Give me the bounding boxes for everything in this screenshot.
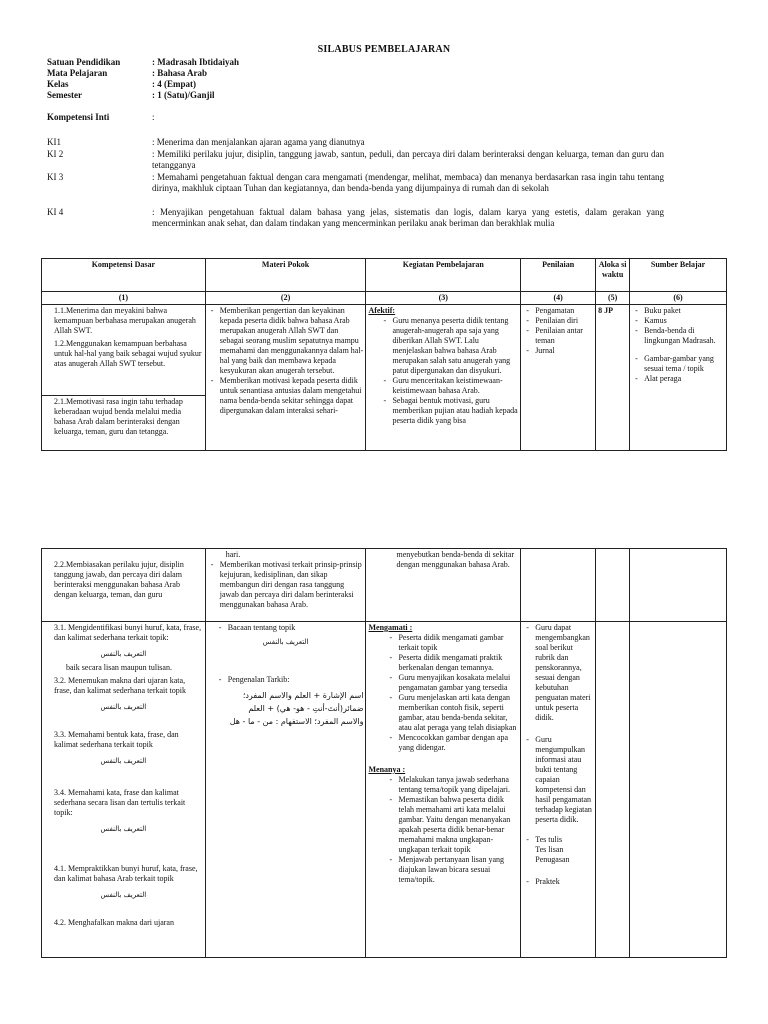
sumber-cell: [630, 305, 727, 451]
kd-clip: [44, 397, 203, 447]
meta-row: [47, 79, 239, 90]
penilaian-list: [523, 877, 593, 887]
menanya-label: Menanya :: [368, 765, 406, 774]
kegiatan-item: - Sebagai bentuk motivasi, guru memberikan pujian atau hadiah kepada peserta didik yang bisa: [392, 396, 518, 426]
penilaian-cell: [521, 622, 596, 958]
alokasi-cell: [596, 549, 630, 622]
table-header-row: [42, 259, 727, 292]
meta-row: [47, 90, 239, 101]
kegiatan-item: - Guru menceritakan keistimewaan- keistimewaan bahasa Arab.: [392, 376, 518, 396]
kd-item: 4.1. Mempraktikkan bunyi huruf, kata, frase, dan kalimat bahasa Arab terkait topik: [54, 864, 198, 883]
ki-label: KI 4: [47, 207, 64, 217]
mengamati-label: Mengamati :: [368, 623, 413, 632]
meta-label: Kelas: [47, 79, 69, 89]
header-kompetensi-dasar: Kompetensi Dasar: [42, 259, 206, 292]
penilaian-item: - Penilaian diri: [535, 316, 593, 326]
kegiatan-cell: [366, 549, 521, 622]
penilaian-cell: [521, 305, 596, 451]
ki-text: : Memahami pengetahuan faktual dengan cara mengamati (mendengar, melihat, membaca) dan menanya berdasarkan rasa ingin tahu tentang dirinya, makhluk ciptaan Tuhan dan kegiatannya, dan benda-benda yang dijumpainya di rumah dan di sekolah: [152, 172, 664, 193]
arabic-tarkib-line: والاسم المفرد؛ الاستفهام : من - ما - هل: [229, 717, 364, 726]
kd-item: 4.2. Menghafalkan makna dari ujaran: [54, 918, 174, 927]
sumber-cell: [630, 622, 727, 958]
kd-item: 2.1.Memotivasi rasa ingin tahu terhadap keberadaan wujud benda melalui media bahasa Arab dalam berinteraksi dengan keluarga, teman, guru dan tetangga.: [54, 397, 183, 436]
materi-list: [208, 306, 364, 416]
kegiatan-clip: [368, 306, 518, 430]
kd-item: 3.3. Memahami bentuk kata, frase, dan kalimat sederhana terkait topik: [54, 730, 179, 749]
kd-cell: [42, 396, 206, 451]
materi-cell: [205, 305, 366, 451]
meta-value: : Bahasa Arab: [152, 68, 208, 78]
kegiatan-item: menyebutkan benda-benda di sekitar dengan menggunakan bahasa Arab.: [396, 550, 514, 569]
kegiatan-item: - Guru menjelaskan arti kata dengan memberikan contoh fisik, seperti gambar, atau benda-benda sekitar, atau alat peraga yang telah disiapkan: [398, 693, 518, 733]
materi-cell: [205, 622, 366, 958]
alokasi-cell: 8 JP: [596, 305, 630, 451]
table-number-row: [42, 292, 727, 305]
header-sumber: Sumber Belajar: [630, 259, 727, 292]
col-number: (5): [596, 292, 630, 305]
ki-text: : Memiliki perilaku jujur, disiplin, tanggung jawab, santun, peduli, dan percaya diri dalam berinteraksi dengan keluarga, teman dan guru dan tetangganya: [152, 149, 664, 170]
penilaian-item: Tes lisan: [535, 845, 564, 854]
materi-list: [208, 623, 364, 633]
table-row: [42, 622, 727, 958]
penilaian-item: - Penilaian antar teman: [535, 326, 593, 346]
kd-cell: [42, 305, 206, 396]
kd-clip: [44, 623, 203, 953]
kegiatan-item: - Peserta didik mengamati praktik berkenalan dengan temannya.: [398, 653, 518, 673]
sumber-item: - Benda-benda di lingkungan Madrasah.: [644, 326, 724, 346]
sumber-item: - Buku paket: [644, 306, 724, 316]
kegiatan-item: - Memastikan bahwa peserta didik telah memahami arti kata melalui gambar. Yaitu dengan menanyakan apakah peserta didik benar-benar memahami makna ungkapan-ungkapan terkait topik: [398, 795, 518, 855]
arabic-topic: التعريف بالنفس: [262, 638, 309, 646]
kegiatan-item: - Guru menyajikan kosakata melalui pengamatan gambar yang tersedia: [398, 673, 518, 693]
document-title: SILABUS PEMBELAJARAN: [317, 44, 451, 55]
ki-label: KI1: [47, 137, 61, 147]
materi-item: - Pengenalan Tarkib:: [228, 675, 364, 685]
header-kegiatan: Kegiatan Pembelajaran: [366, 259, 521, 292]
meta-value: : Madrasah Ibtidaiyah: [152, 57, 240, 67]
kd-item: 1.2.Menggunakan kemampuan berbahasa untuk hal-hal yang baik sebagai wujud syukur atas anugerah Allah SWT tersebut.: [54, 339, 202, 368]
kompetensi-inti-label: Kompetensi Inti: [47, 112, 110, 122]
col-number: (2): [205, 292, 366, 305]
meta-label: Satuan Pendidikan: [47, 57, 121, 67]
penilaian-item: - Tes tulis: [535, 835, 593, 845]
kompetensi-inti-heading: [47, 112, 239, 123]
kegiatan-item: - Mencocokkan gambar dengan apa yang didengar.: [398, 733, 518, 753]
kegiatan-list: [368, 316, 518, 426]
penilaian-item: - Praktek: [535, 877, 593, 887]
col-number: (1): [42, 292, 206, 305]
ki-text: : Menerima dan menjalankan ajaran agama yang dianutnya: [152, 137, 365, 147]
materi-item: hari.: [225, 550, 241, 559]
materi-clip: [208, 306, 364, 430]
penilaian-item: - Jurnal: [535, 346, 593, 356]
arabic-topic: التعريف بالنفس: [100, 757, 147, 765]
arabic-tarkib-line: اسم الإشارة + العلم والاسم المفرد؛: [242, 691, 364, 700]
materi-item: - Memberikan motivasi terkait prinsip-prinsip kejujuran, kedisiplinan, dan sikap membangun diri dengan rasa tanggung jawab dan percaya diri dalam berinteraksi menggunakan bahasa Arab.: [220, 560, 364, 610]
arabic-topic: التعريف بالنفس: [100, 825, 147, 833]
kd-cell: [42, 622, 206, 958]
kegiatan-item: - Guru menanya peserta didik tentang anugerah-anugerah apa saja yang diberikan Allah SWT. Lalu menjelaskan bahwa bahasa Arab merupakan salah satu anugerah yang patut dipergunakan dan disyukuri.: [392, 316, 518, 376]
kegiatan-list: [368, 775, 518, 885]
kd-item: 3.2. Menemukan makna dari ujaran kata, frase, dan kalimat sederhana terkait topik: [54, 676, 186, 695]
sumber-cell: [630, 549, 727, 622]
materi-list: [208, 675, 364, 685]
kegiatan-item: - Peserta didik mengamati gambar terkait topik: [398, 633, 518, 653]
kompetensi-inti-sep: :: [152, 112, 155, 122]
materi-cell: [205, 549, 366, 622]
sumber-list: [632, 306, 724, 384]
meta-value: : 4 (Empat): [152, 79, 196, 89]
header-alokasi: Aloka si waktu: [596, 259, 630, 292]
ki-text: : Menyajikan pengetahuan faktual dalam bahasa yang jelas, sistematis dan logis, dalam karya yang estetis, dalam gerakan yang mencerminkan anak sehat, dan dalam tindakan yang mencerminkan perilaku anak beriman dan berakhlak mulia: [152, 207, 664, 228]
kegiatan-cell: [366, 305, 521, 451]
arabic-topic: التعريف بالنفس: [100, 650, 147, 658]
kegiatan-item: - Melakukan tanya jawab sederhana tentang tema/topik yang dipelajari.: [398, 775, 518, 795]
kd-item: 1.1.Menerima dan meyakini bahwa kemampuan berbahasa merupakan anugerah Allah SWT.: [54, 306, 196, 335]
kd-cell: [42, 549, 206, 622]
kd-item: 3.4. Memahami kata, frase dan kalimat sederhana secara lisan dan tertulis terkait topik:: [54, 788, 186, 817]
materi-list: [208, 560, 364, 610]
meta-label: Mata Pelajaran: [47, 68, 108, 78]
penilaian-item: Penugasan: [535, 855, 570, 864]
col-number: (3): [366, 292, 521, 305]
materi-item: - Bacaan tentang topik: [228, 623, 364, 633]
arabic-tarkib-line: ضمائر(أنتَ-أنتِ - هو- هي) + العلم: [248, 704, 364, 713]
table-row: [42, 549, 727, 622]
syllabus-table-2: [41, 548, 727, 958]
kegiatan-list: [368, 633, 518, 753]
sumber-item: - Alat peraga: [644, 374, 724, 384]
col-number: (4): [521, 292, 596, 305]
penilaian-list: [523, 623, 593, 845]
meta-row: [47, 68, 239, 79]
meta-value: : 1 (Satu)/Ganjil: [152, 90, 215, 100]
header-penilaian: Penilaian: [521, 259, 596, 292]
kd-item: baik secara lisan maupun tulisan.: [66, 663, 172, 672]
ki-label: KI 3: [47, 172, 64, 182]
kegiatan-item: - Menjawab pertanyaan lisan yang diajukan lawan bicara sesuai tema/topik.: [398, 855, 518, 885]
penilaian-item: - Guru dapat mengembangkan soal berikut rubrik dan penskorannya, sesuai dengan kebutuhan penguatan materi untuk peserta didik.: [535, 623, 593, 723]
alokasi-cell: [596, 622, 630, 958]
meta-row: [47, 57, 239, 68]
afektif-label: Afektif:: [368, 306, 396, 315]
materi-item: - Memberikan motivasi kepada peserta didik untuk senantiasa antusias dalam mengetahui nama benda-benda sekitar sehingga dapat dipergunakan dalam interaksi sehari-: [220, 376, 364, 416]
ki-label: KI 2: [47, 149, 64, 159]
sumber-item: - Kamus: [644, 316, 724, 326]
penilaian-item: - Guru mengumpulkan informasi atau bukti tentang capaian kompetensi dan hasil pengamatan terhadap kegiatan peserta didik.: [535, 735, 593, 825]
table-row: [42, 305, 727, 396]
materi-item: - Memberikan pengertian dan keyakinan kepada peserta didik bahwa bahasa Arab merupakan anugerah Allah SWT dan sebagai seorang muslim sepatutnya mampu memahami dan menggunakannya dalam hal-hal yang baik dan membawa kepada kesyukuran akan anugerah tersebut.: [220, 306, 364, 376]
arabic-topic: التعريف بالنفس: [100, 891, 147, 899]
kegiatan-cell: [366, 622, 521, 958]
meta-label: Semester: [47, 90, 82, 100]
col-number: (6): [630, 292, 727, 305]
kd-item: 3.1. Mengidentifikasi bunyi huruf, kata, frase, dan kalimat sederhana terkait topik:: [54, 623, 202, 642]
penilaian-item: - Pengamatan: [535, 306, 593, 316]
arabic-topic: التعريف بالنفس: [100, 703, 147, 711]
penilaian-cell: [521, 549, 596, 622]
sumber-item: - Gambar-gambar yang sesuai tema / topik: [644, 354, 724, 374]
kd-item: 2.2.Membiasakan perilaku jujur, disiplin tanggung jawab, dan percaya diri dalam berinteraksi menggunakan bahasa Arab dengan keluarga, teman, dan guru: [54, 560, 184, 599]
header-materi-pokok: Materi Pokok: [205, 259, 366, 292]
kegiatan-clip: [368, 623, 518, 953]
syllabus-table-1: [41, 258, 727, 451]
identity-block: [47, 57, 239, 123]
penilaian-list: [523, 306, 593, 356]
